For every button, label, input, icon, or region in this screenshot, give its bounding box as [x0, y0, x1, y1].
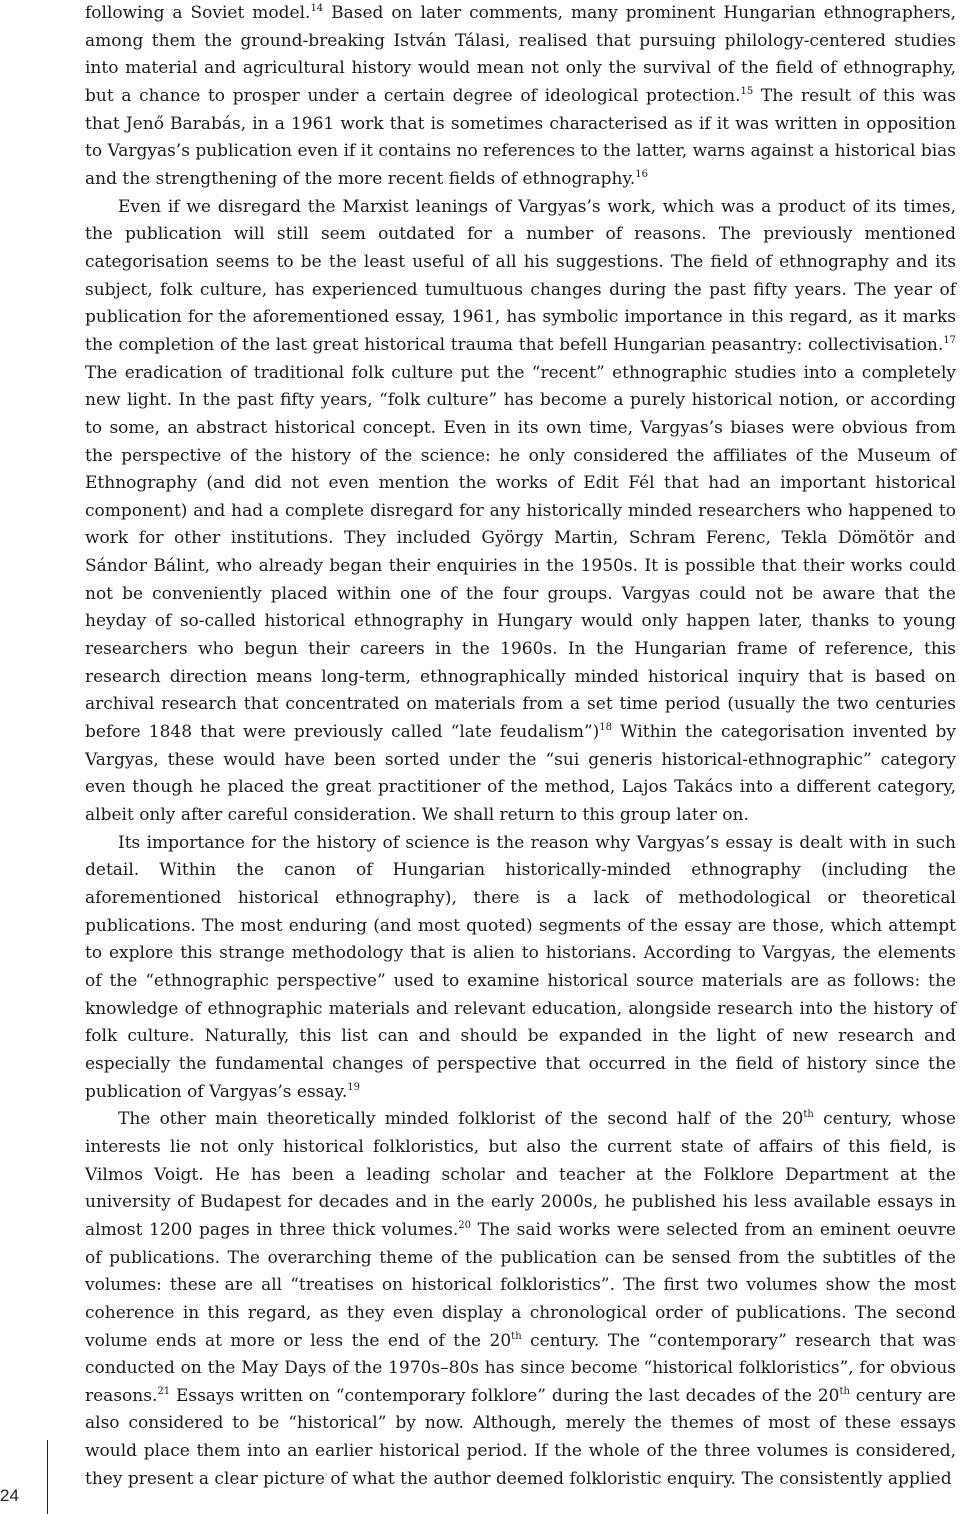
- paragraph-text: Essays written on “contemporary folklore” during the last decades of the 20: [170, 1385, 840, 1406]
- footnote-marker: 17: [943, 334, 956, 346]
- paragraph-text: The eradication of traditional folk culture put the “recent” ethnographic studies into a completely new light. In the past fifty years, “folk culture” has become a purely historical notion, or according to some, an abstract historical concept. Even in its own time, Vargyas’s biases were obvious from the perspective of the history of the science: he only considered the affiliates of the Museum of Ethnography (and did not even mention the works of Edit Fél that had an important historical component) and had a complete disregard for any historically minded researchers who happened to work for other institutions. They included György Martin, Schram Ferenc, Tekla Dömötör and Sándor Bálint, who already began their enquiries in the 1950s. It is possible that their works could not be conveniently placed within one of the four groups. Vargyas could not be aware that the heyday of so-called historical ethnography in Hungary would only happen later, thanks to young researchers who begun their careers in the 1960s. In the Hungarian frame of reference, this research direction means long-term, ethnographically minded historical inquiry that is based on archival research that concentrated on materials from a set time period (usually the two centuries before 1848 that were previously called “late feudalism”): [85, 362, 956, 743]
- paragraph-text: century, whose interests lie not only historical folkloristics, but also the current state of affairs of this field, is Vilmos Voigt. He has been a leading scholar and teacher at the Folklore Department at the university of Budapest for decades and in the early 2000s, he published his less available essays in almost 1200 pages in three thick volumes.: [85, 1109, 956, 1240]
- footnote-marker: 14: [310, 3, 324, 14]
- paragraph: [85, 0, 956, 194]
- footnote-marker: 20: [458, 1219, 472, 1231]
- paragraph-text: The said works were selected from an eminent oeuvre of publications. The overarching theme of the publication can be sensed from the subtitles of the volumes: these are all “treatises on historical folkloristics”. The first two volumes show the most coherence in this regard, as they even display a chronological order of publications. The second volume ends at more or less the end of the 20: [85, 1219, 956, 1351]
- paragraph: [85, 1106, 956, 1493]
- footnote-marker: 19: [347, 1081, 361, 1093]
- page-number-rule: [47, 1440, 48, 1514]
- paragraph-text: following a Soviet model.: [85, 3, 311, 23]
- paragraph: [85, 194, 956, 830]
- footnote-marker: th: [839, 1385, 850, 1397]
- footnote-marker: th: [803, 1109, 814, 1121]
- paragraph-text: Based on later comments, many prominent Hungarian ethnographers, among them the ground-breaking István Tálasi, realised that pursuing philology-centered studies into material and agricultural history would mean not only the survival of the field of ethnography, but a chance to prosper under a certain degree of ideological protection.: [85, 3, 956, 106]
- paragraph-text: Within the categorisation invented by Vargyas, these would have been sorted under the “sui generis historical-ethnographic” category even though he placed the great practitioner of the method, Lajos Takács into a different category, albeit only after careful consideration. We shall return to this group later on.: [85, 722, 957, 826]
- paragraph-text: Its importance for the history of science is the reason why Vargyas’s essay is dealt with in such detail. Within the canon of Hungarian historically-minded ethnography (including the aforementioned historical ethnography), there is a lack of methodological or theoretical publications. The most enduring (and most quoted) segments of the essay are those, which attempt to explore this strange methodology that is alien to historians. According to Vargyas, the elements of the “ethnographic perspective” used to examine historical source materials are as follows: the knowledge of ethnographic materials and relevant education, alongside research into the history of folk culture. Naturally, this list can and should be expanded in the light of new research and especially the fundamental changes of perspective that occurred in the field of history since the publication of Vargyas’s essay.: [85, 832, 956, 1102]
- footnote-marker: 15: [740, 85, 754, 97]
- page-number: 24: [0, 1486, 19, 1505]
- body-text: [85, 0, 956, 1493]
- paragraph-text: century. The “contemporary” research that was conducted on the May Days of the 1970s–80s has since become “historical folkloristics”, for obvious reasons.: [85, 1330, 957, 1406]
- footnote-marker: 21: [157, 1385, 171, 1397]
- paragraph-text: century are also considered to be “historical” by now. Although, merely the themes of most of these essays would place them into an earlier historical period. If the whole of the three volumes is considered, they present a clear picture of what the author deemed folkloristic enquiry. The consistently applied: [85, 1385, 956, 1489]
- paragraph: [85, 830, 956, 1107]
- footnote-marker: 18: [599, 722, 613, 734]
- footnote-marker: 16: [635, 168, 648, 180]
- paragraph-text: The result of this was that Jenő Barabás, in a 1961 work that is sometimes characterised as if it was written in opposition to Vargyas’s publication even if it contains no references to the latter, warns against a historical bias and the strengthening of the more recent fields of ethnography.: [85, 85, 957, 189]
- paragraph-text: The other main theoretically minded folklorist of the second half of the 20: [118, 1109, 804, 1130]
- paragraph-text: Even if we disregard the Marxist leanings of Vargyas’s work, which was a product of its times, the publication will still seem outdated for a number of reasons. The previously mentioned categorisation seems to be the least useful of all his suggestions. The field of ethnography and its subject, folk culture, has experienced tumultuous changes during the past fifty years. The year of publication for the aforementioned essay, 1961, has symbolic importance in this regard, as it marks the completion of the last great historical trauma that befell Hungarian peasantry: collectivisation.: [85, 196, 956, 355]
- footnote-marker: th: [511, 1330, 522, 1342]
